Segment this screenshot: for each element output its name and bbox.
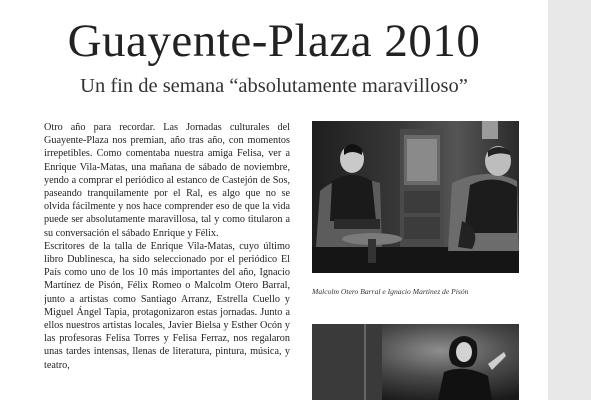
- article-title: Guayente-Plaza 2010: [67, 15, 481, 67]
- photo-caption: Malcolm Otero Barral e Ignacio Martínez de Pisón: [312, 287, 469, 296]
- photo-performance-image: [312, 324, 519, 400]
- photo-interview-image: [312, 121, 519, 273]
- article-body: [44, 121, 290, 400]
- article-paragraph: Escritores de la talla de Enrique Vila-Matas, cuyo último libro Dublinesca, ha sido seleccionado por el periódico El País como uno de los 10 más importantes del año, Ignacio Martínez de Pisón, Félix Romeo o Malcolm Otero Barral, junto a artistas como Santiago Arranz, Estrella Cuello y Miguel Ángel Tapia, protagonizaron estas jornadas. Junto a ellos nuestros artistas locales, Javier Bielsa y Esther Ocón y las profesoras Felisa Torres y Felisa Ferraz, nos regalaron unas tardes intensas, llenas de literatura, pintura, música, y teatro,: [44, 240, 290, 371]
- article-subtitle: Un fin de semana “absolutamente maravilloso”: [80, 75, 468, 97]
- photo-performance: [312, 324, 519, 400]
- article-paragraph: Otro año para recordar. Las Jornadas culturales del Guayente-Plaza nos premian, año tras año, con momentos irrepetibles. Como comentaba nuestra amiga Felisa, ver a Enrique Vila-Matas, una mañana de sábado de noviembre, yendo a comprar el periódico al estanco de Castejón de Sos, paseando tranquilamente por el Ral, es algo que no se olvida fácilmente y nos hace comprender eso de que la vida puede ser absolutamente maravillosa, tal y como titularon a su conversación el sábado Enrique y Félix.: [44, 122, 290, 239]
- page-margin-strip: [548, 0, 591, 400]
- photo-interview: [312, 121, 519, 273]
